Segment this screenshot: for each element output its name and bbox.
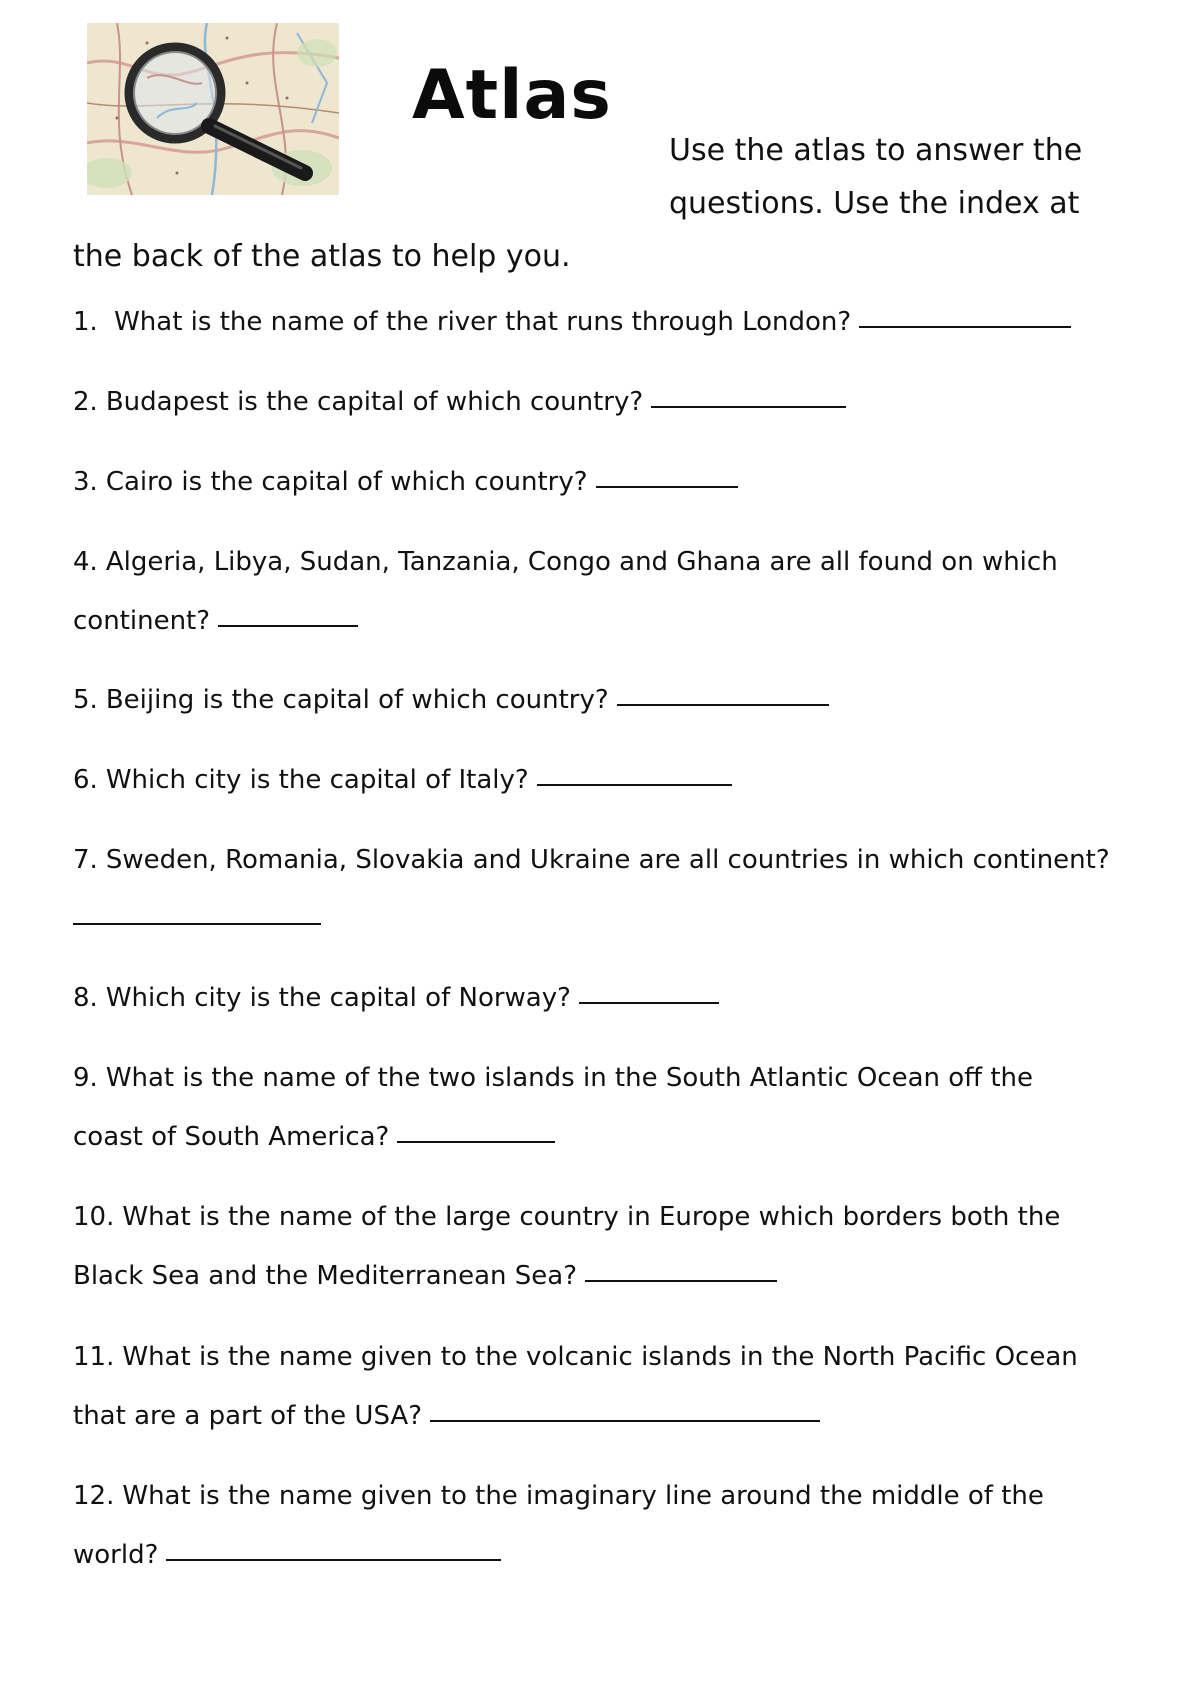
question-line xyxy=(73,1526,1133,1585)
question-2 xyxy=(73,373,1133,432)
question-line xyxy=(73,1328,1133,1387)
answer-blank[interactable] xyxy=(579,1002,719,1004)
question-text: What is the name of the large country in Europe which borders both the xyxy=(122,1202,1061,1232)
question-text: coast of South America? xyxy=(73,1122,390,1152)
intro-line: Use the atlas to answer the xyxy=(669,133,1083,168)
question-text: What is the name given to the imaginary line around the middle of the xyxy=(122,1481,1044,1511)
question-text: Beijing is the capital of which country? xyxy=(105,685,609,715)
question-text: Budapest is the capital of which country? xyxy=(105,387,644,417)
answer-blank[interactable] xyxy=(73,923,321,925)
answer-blank[interactable] xyxy=(859,326,1071,328)
question-number: 12. xyxy=(73,1481,115,1511)
question-line xyxy=(73,831,1133,890)
question-9 xyxy=(73,1049,1133,1167)
question-line xyxy=(73,890,1133,949)
question-line xyxy=(73,592,1133,651)
question-number: 4. xyxy=(73,547,98,577)
question-line xyxy=(73,1108,1133,1167)
question-line xyxy=(73,1467,1133,1526)
answer-blank[interactable] xyxy=(617,704,829,706)
question-text: Which city is the capital of Italy? xyxy=(105,765,529,795)
question-3 xyxy=(73,453,1133,512)
question-text: What is the name given to the volcanic islands in the North Pacific Ocean xyxy=(122,1342,1078,1372)
question-text: Cairo is the capital of which country? xyxy=(105,467,588,497)
question-number: 8. xyxy=(73,983,98,1013)
answer-blank[interactable] xyxy=(430,1420,820,1422)
answer-blank[interactable] xyxy=(585,1280,777,1282)
question-line xyxy=(73,533,1133,592)
page-title: Atlas xyxy=(412,56,612,135)
question-number: 3. xyxy=(73,467,98,497)
intro-text xyxy=(73,124,1093,283)
question-line xyxy=(73,751,1133,810)
question-6 xyxy=(73,751,1133,810)
question-text: world? xyxy=(73,1540,159,1570)
question-12 xyxy=(73,1467,1133,1585)
question-4 xyxy=(73,533,1133,651)
question-text: Algeria, Libya, Sudan, Tanzania, Congo and Ghana are all found on which xyxy=(105,547,1058,577)
question-10 xyxy=(73,1188,1133,1306)
question-line xyxy=(73,453,1133,512)
answer-blank[interactable] xyxy=(651,406,846,408)
answer-blank[interactable] xyxy=(218,625,358,627)
question-line xyxy=(73,373,1133,432)
question-number: 11. xyxy=(73,1342,115,1372)
question-line xyxy=(73,1188,1133,1247)
question-7 xyxy=(73,831,1133,949)
intro-line: questions. Use the index at xyxy=(669,186,1080,221)
answer-blank[interactable] xyxy=(596,486,738,488)
question-line xyxy=(73,1247,1133,1306)
question-number: 10. xyxy=(73,1202,115,1232)
answer-blank[interactable] xyxy=(166,1559,501,1561)
question-text: What is the name of the two islands in the South Atlantic Ocean off the xyxy=(105,1063,1034,1093)
question-number: 6. xyxy=(73,765,98,795)
question-text: What is the name of the river that runs through London? xyxy=(114,307,852,337)
question-text: Black Sea and the Mediterranean Sea? xyxy=(73,1261,578,1291)
question-text: Sweden, Romania, Slovakia and Ukraine are all countries in which continent? xyxy=(105,845,1110,875)
question-line xyxy=(73,1049,1133,1108)
question-text: continent? xyxy=(73,606,211,636)
question-line xyxy=(73,671,1133,730)
question-line xyxy=(73,1387,1133,1446)
question-number: 1. xyxy=(73,307,98,337)
question-11 xyxy=(73,1328,1133,1446)
answer-blank[interactable] xyxy=(537,784,732,786)
question-number: 2. xyxy=(73,387,98,417)
question-number: 9. xyxy=(73,1063,98,1093)
answer-blank[interactable] xyxy=(397,1141,555,1143)
question-5 xyxy=(73,671,1133,730)
question-line xyxy=(73,969,1133,1028)
question-text: Which city is the capital of Norway? xyxy=(105,983,571,1013)
question-number: 7. xyxy=(73,845,98,875)
question-1 xyxy=(73,293,1133,352)
intro-line: the back of the atlas to help you. xyxy=(73,239,571,274)
question-number: 5. xyxy=(73,685,98,715)
question-8 xyxy=(73,969,1133,1028)
question-line xyxy=(73,293,1133,352)
question-text: that are a part of the USA? xyxy=(73,1401,423,1431)
